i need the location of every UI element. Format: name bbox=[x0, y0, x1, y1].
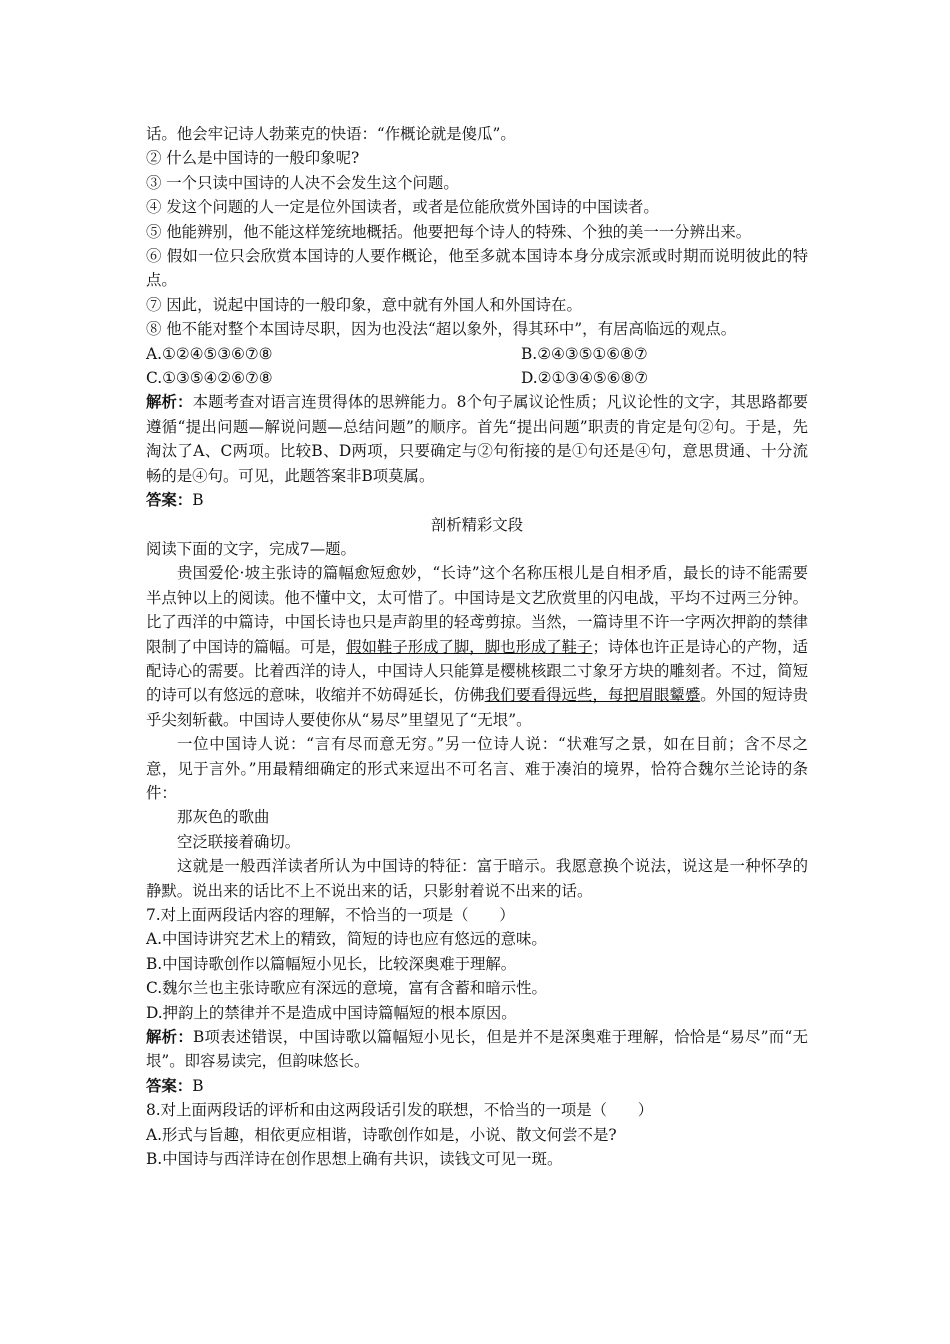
q6-options-row-2 bbox=[146, 366, 808, 390]
analysis-label: 解析： bbox=[146, 1028, 193, 1047]
underlined-phrase-1: 假如鞋子形成了脚，脚也形成了鞋子 bbox=[346, 637, 593, 656]
answer-label: 答案： bbox=[146, 1076, 193, 1095]
passage-text: 。外国的短诗贵乎尖刻斩截。中国诗人要使你从“易尽”里望见了“无垠”。 bbox=[146, 686, 808, 729]
q6-option-d: D.②①③④⑤⑥⑧⑦ bbox=[521, 369, 649, 388]
q6-sentence-4: ④ 发这个问题的人一定是位外国读者，或者是位能欣赏外国诗的中国读者。 bbox=[146, 198, 659, 217]
q6-sentence-6: ⑥ 假如一位只会欣赏本国诗的人要作概论，他至多就本国诗本身分成宗派或时期而说明彼此的特点。 bbox=[146, 247, 808, 290]
poem-line-1: 那灰色的歌曲 bbox=[177, 808, 270, 827]
q7-option-d: D.押韵上的禁律并不是造成中国诗篇幅短的根本原因。 bbox=[146, 1003, 517, 1022]
q6-option-c: C.①③⑤④②⑥⑦⑧ bbox=[146, 369, 273, 388]
reading-instruction: 阅读下面的文字，完成7—题。 bbox=[146, 539, 356, 558]
q6-sentence-5: ⑤ 他能辨别，他不能这样笼统地概括。他要把每个诗人的特殊、个独的美一一分辨出来。 bbox=[146, 222, 752, 241]
q7-stem: 7.对上面两段话内容的理解，不恰当的一项是（ ） bbox=[146, 906, 515, 924]
q7-option-c: C.魏尔兰也主张诗歌应有深远的意境，富有含蓄和暗示性。 bbox=[146, 979, 547, 998]
q6-sentence-2: ② 什么是中国诗的一般印象呢? bbox=[146, 149, 360, 168]
answer-label: 答案： bbox=[146, 491, 193, 510]
passage-paragraph-3: 这就是一般西洋读者所认为中国诗的特征：富于暗示。我愿意换个说法，说这是一种怀孕的静默。说出来的话比不上不说出来的话，只影射着说不出来的话。 bbox=[146, 857, 808, 900]
underlined-phrase-2: 我们要看得远些，每把眉眼颦蹙 bbox=[484, 686, 701, 705]
passage-text: 贵国爱伦·坡主张诗的篇幅愈短愈妙，“长诗”这个名称压根儿是自相矛盾，最长的诗不能需要半点钟以上的阅读。他不懂中文，太可惜了。中国诗是文艺欣赏里的闪电战，平均不过两三分钟。比了西洋的中篇诗，中国长诗也只是声韵里的轻鸢剪掠。当然，一篇诗里不许一字两次押韵的禁律限制了中国诗的篇幅。可是， bbox=[146, 564, 808, 656]
q6-option-a: A.①②④⑤③⑥⑦⑧ bbox=[146, 344, 273, 363]
section-title: 剖析精彩文段 bbox=[430, 515, 524, 534]
analysis-text: 本题考查对语言连贯得体的思辨能力。8个句子属议论性质；凡议论性的文字，其思路都要遵循“提出问题—解说问题—总结问题”的顺序。首先“提出问题”职责的肯定是句②句。于是，先淘汰了A、C两项。比较B、D两项，只要确定与②句衔接的是①句还是④句，意思贯通、十分流畅的是④句。可见，此题答案非B项莫属。 bbox=[146, 393, 808, 485]
passage-paragraph-2: 一位中国诗人说：“言有尽而意无穷。”另一位诗人说：“状难写之景，如在目前；含不尽之意，见于言外。”用最精细确定的形式来逗出不可名言、难于凑泊的境界，恰符合魏尔兰论诗的条件： bbox=[146, 735, 808, 802]
q8-option-a: A.形式与旨趣，相依更应相谐，诗歌创作如是，小说、散文何尝不是? bbox=[146, 1125, 617, 1144]
q6-sentence-8: ⑧ 他不能对整个本国诗尽职，因为也没法“超以象外，得其环中”，有居高临远的观点。 bbox=[146, 320, 737, 339]
passage-paragraph-1 bbox=[146, 561, 808, 732]
answer-value: B bbox=[192, 491, 204, 510]
q6-option-b: B.②④③⑤①⑥⑧⑦ bbox=[521, 344, 648, 363]
q8-option-b: B.中国诗与西洋诗在创作思想上确有共识，读钱文可见一斑。 bbox=[146, 1150, 563, 1169]
q7-analysis bbox=[146, 1025, 808, 1074]
poem-line-2: 空泛联接着确切。 bbox=[177, 832, 301, 851]
analysis-text: B项表述错误，中国诗歌以篇幅短小见长，但是并不是深奥难于理解，恰恰是“易尽”而“无垠”。即容易读完，但韵味悠长。 bbox=[146, 1028, 808, 1071]
q6-options-row-1 bbox=[146, 342, 808, 366]
q7-answer bbox=[146, 1074, 808, 1098]
q8-stem: 8.对上面两段话的评析和由这两段话引发的联想，不恰当的一项是（ ） bbox=[146, 1101, 654, 1120]
document-page bbox=[146, 122, 808, 1171]
analysis-label: 解析： bbox=[146, 393, 193, 412]
q6-sentence-1-tail: 话。他会牢记诗人勃莱克的快语：“作概论就是傻瓜”。 bbox=[146, 125, 516, 143]
q6-analysis bbox=[146, 390, 808, 488]
answer-value: B bbox=[192, 1076, 204, 1095]
passage-text: ；诗体也许正是诗心的产物，适配诗心的需要。比着西洋的诗人，中国诗人只能算是樱桃核跟二寸象牙方块的雕刻者。不过，简短的诗可以有悠远的意味，收缩并不妨碍延长，仿佛 bbox=[146, 637, 808, 705]
q6-answer bbox=[146, 488, 808, 512]
q7-option-a: A.中国诗讲究艺术上的精致，简短的诗也应有悠远的意味。 bbox=[146, 930, 547, 949]
q6-sentence-3: ③ 一个只读中国诗的人决不会发生这个问题。 bbox=[146, 173, 459, 192]
q6-sentence-7: ⑦ 因此，说起中国诗的一般印象，意中就有外国人和外国诗在。 bbox=[146, 295, 582, 314]
q7-option-b: B.中国诗歌创作以篇幅短小见长，比较深奥难于理解。 bbox=[146, 954, 517, 973]
